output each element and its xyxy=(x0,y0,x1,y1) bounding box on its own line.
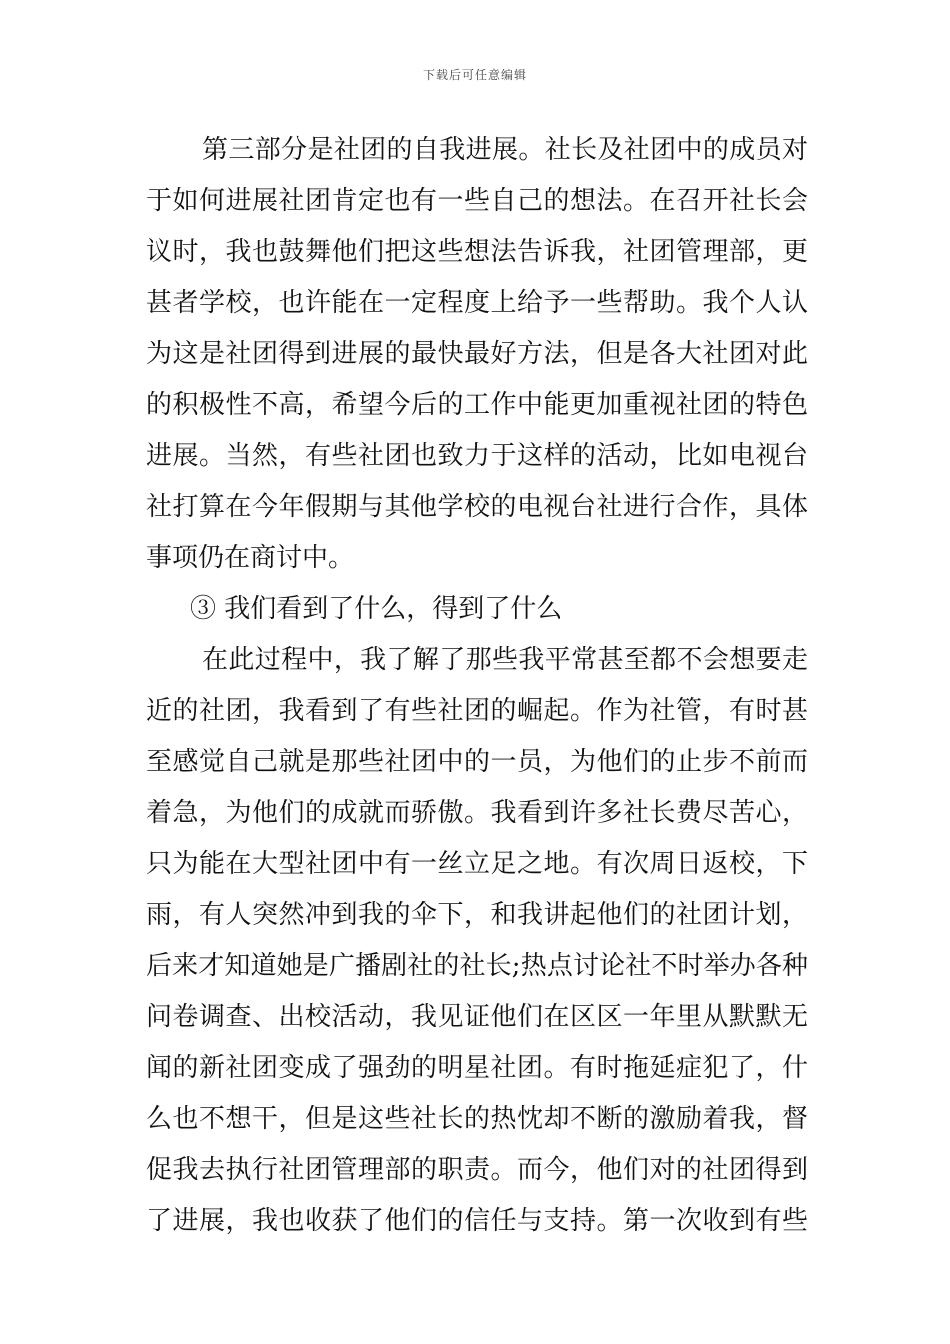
text-line: 于如何进展社团肯定也有一些自己的想法。在召开社长会 xyxy=(146,186,808,216)
text-line: 事项仍在商讨中。 xyxy=(146,543,355,573)
paragraph-self-development xyxy=(146,125,808,584)
text-line: 着急，为他们的成就而骄傲。我看到许多社长费尽苦心， xyxy=(146,798,808,828)
text-line: 近的社团，我看到了有些社团的崛起。作为社管，有时甚 xyxy=(146,696,808,726)
text-line: 甚者学校，也许能在一定程度上给予一些帮助。我个人认 xyxy=(146,288,808,318)
text-line: 闻的新社团变成了强劲的明星社团。有时拖延症犯了，什 xyxy=(146,1053,808,1083)
text-line: 问卷调查、出校活动，我见证他们在区区一年里从默默无 xyxy=(146,1002,808,1032)
text-line: 社打算在今年假期与其他学校的电视台社进行合作，具体 xyxy=(146,492,808,522)
text-line: 第三部分是社团的自我进展。社长及社团中的成员对 xyxy=(202,135,808,165)
text-line: 议时，我也鼓舞他们把这些想法告诉我，社团管理部，更 xyxy=(146,237,808,267)
text-line: 后来才知道她是广播剧社的社长;热点讨论社不时举办各种 xyxy=(146,951,808,981)
body-text xyxy=(146,125,808,1247)
text-line: 进展。当然，有些社团也致力于这样的活动，比如电视台 xyxy=(146,441,808,471)
text-line: 了进展，我也收获了他们的信任与支持。第一次收到有些 xyxy=(146,1206,808,1236)
text-line: 的积极性不高，希望今后的工作中能更加重视社团的特色 xyxy=(146,390,808,420)
page-header: 下载后可任意编辑 xyxy=(422,68,527,82)
text-line: 在此过程中，我了解了那些我平常甚至都不会想要走 xyxy=(202,645,808,675)
text-line: 只为能在大型社团中有一丝立足之地。有次周日返校，下 xyxy=(146,849,808,879)
text-line: 么也不想干，但是这些社长的热忱却不断的激励着我，督 xyxy=(146,1104,808,1134)
section-heading: ③ 我们看到了什么，得到了什么 xyxy=(190,594,563,624)
text-line: 雨，有人突然冲到我的伞下，和我讲起他们的社团计划， xyxy=(146,900,808,930)
paragraph-what-we-saw xyxy=(146,635,808,1247)
text-line: 为这是社团得到进展的最快最好方法，但是各大社团对此 xyxy=(146,339,808,369)
text-line: 至感觉自己就是那些社团中的一员，为他们的止步不前而 xyxy=(146,747,808,777)
text-line: 促我去执行社团管理部的职责。而今，他们对的社团得到 xyxy=(146,1155,808,1185)
